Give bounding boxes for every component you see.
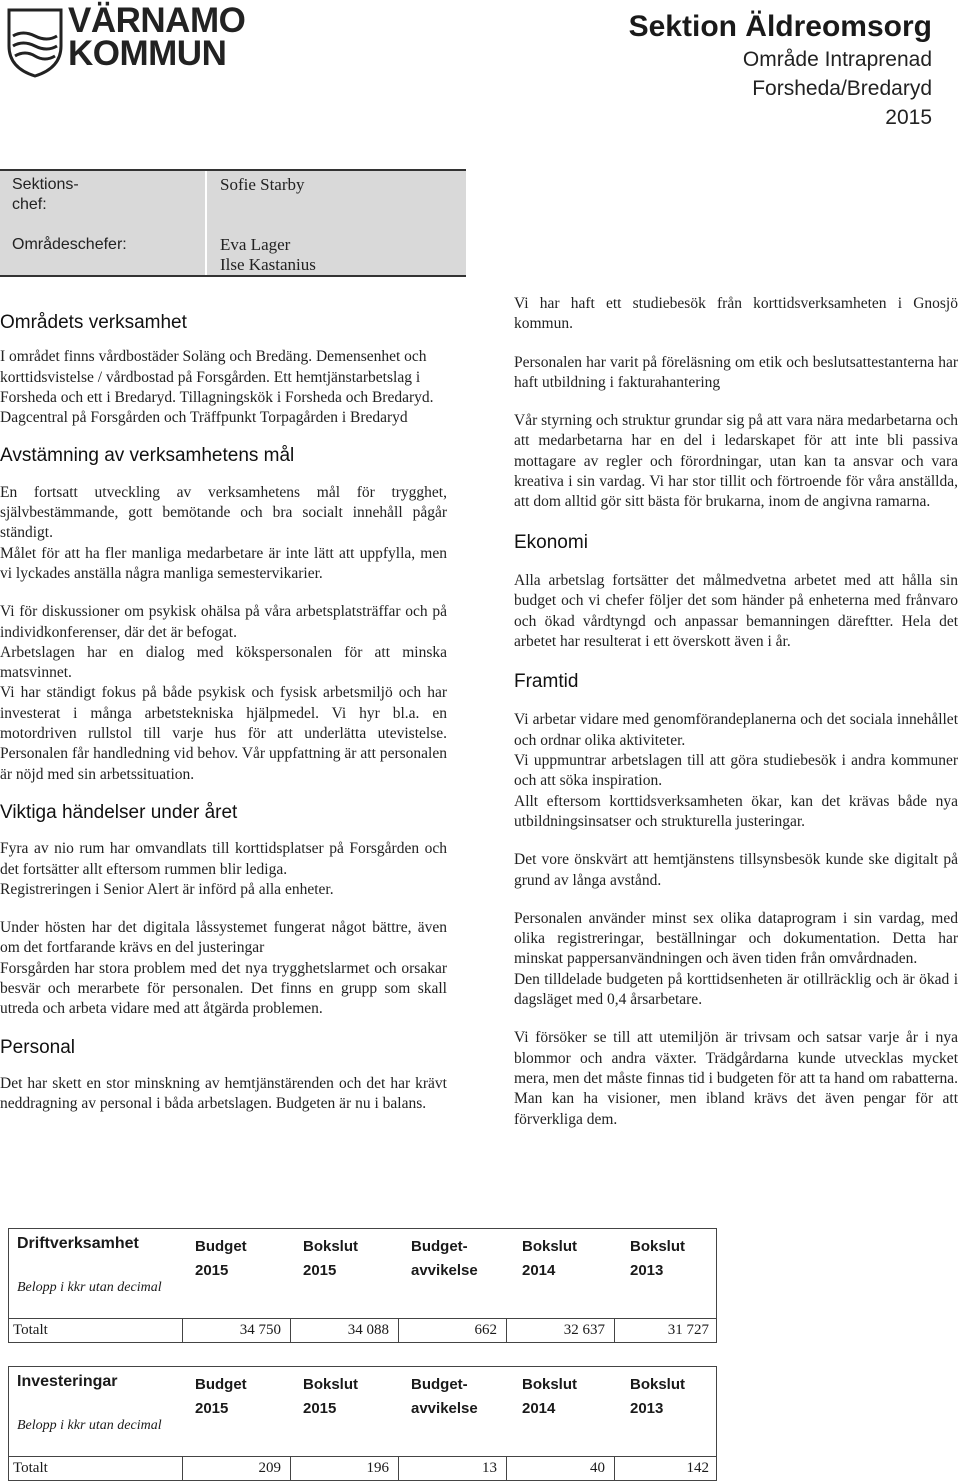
header-line: 2014 [522, 1262, 556, 1279]
header-line: 2015 [195, 1400, 229, 1417]
investments-table [8, 1366, 717, 1481]
investments-value-budget-2015: 209 [258, 1460, 281, 1476]
header-line: Bokslut [630, 1238, 686, 1255]
paragraph-goals-1: En fortsatt utveckling av verksamhetens mål för trygghet, självbestämmande, gott bemötande och bra socialt innehåll pågår ständigt. [0, 483, 447, 542]
header-line: 2015 [303, 1262, 337, 1279]
logo-line-2: KOMMUN [68, 34, 227, 73]
paragraph-area: I området finns vårdbostäder Soläng och Bredäng. Demensenhet och korttidsvistelse / vårdbostad på Forsgården. Ett hemtjänstarbetslag i Forsheda och ett i Bredaryd. Tillagningskök i Forsheda och Bredaryd. Dagcentral på Forsgården och Träffpunkt Torpagården i Bredaryd [0, 348, 434, 427]
header-line: Budget [195, 1238, 247, 1255]
right-column [514, 294, 958, 1130]
paragraph-future-3: Allt eftersom korttidsverksamheten ökar, kan det krävas både nya utbildningsinsatser och strukturella justeringar. [514, 792, 958, 830]
paragraph-goals-2: Målet för att ha fler manliga medarbetare är inte lätt att uppfylla, men vi lyckades anställa några manliga semestervikarier. [0, 544, 447, 582]
investments-row-line [9, 1456, 716, 1457]
operations-value-bokslut-2014: 32 637 [563, 1322, 605, 1338]
section-chief-name: Sofie Starby [220, 175, 305, 194]
investments-row-label: Totalt [13, 1460, 48, 1476]
paragraph-right-2: Personalen har varit på föreläsning om etik och beslutsattestanterna har haft utbildning i fakturahantering [514, 353, 958, 391]
operations-row-line [9, 1318, 716, 1319]
investments-value-bokslut-2014: 40 [590, 1460, 605, 1476]
section-chief-label: Sektions- chef: [12, 176, 79, 213]
operations-header-deviation [411, 1235, 511, 1283]
investments-header-bokslut-2013 [630, 1373, 730, 1421]
logo-line-1: VÄRNAMO [68, 1, 246, 40]
header-line: 2013 [630, 1262, 664, 1279]
paragraph-future-1: Vi arbetar vidare med genomförandeplanerna och det sociala innehållet och ordnar olika aktiviteter. [514, 711, 958, 749]
header-line: avvikelse [411, 1262, 478, 1279]
year-subtitle: 2015 [885, 106, 932, 129]
operations-table [8, 1228, 717, 1343]
paragraph-events-4: Forsgården har stora problem med det nya trygghetslarmet och orsakar besvär och merarbete för personalen. Det finns en grupp som skall utreda och arbeta vidare med att åtgärda problemen. [0, 959, 447, 1018]
paragraph-future-2: Vi uppmuntrar arbetslagen till att göra studiebesök i andra kommuner och att söka inspiration. [514, 752, 958, 790]
page-title: Sektion Äldreomsorg [628, 10, 932, 43]
header-line: avvikelse [411, 1400, 478, 1417]
header-line: Bokslut [522, 1376, 578, 1393]
investments-value-bokslut-2015: 196 [366, 1460, 389, 1476]
management-box [0, 169, 466, 277]
paragraph-future-7: Vi försöker se till att utemiljön är trivsam och satsar varje år i nya blommor och andra växter. Trädgårdarna kunde utvecklas mycket mera, men det måste finnas tid i budgeten för att ta hand om rabatterna. Man kan ha visioner, men ibland krävs det även pengar för att förverkliga dem. [514, 1029, 958, 1128]
operations-header-bokslut-2014 [522, 1235, 622, 1283]
header-line: Bokslut [303, 1238, 359, 1255]
investments-table-title: Investeringar [17, 1373, 118, 1390]
area-subtitle: Område Intraprenad [742, 48, 932, 71]
header-line: Budget- [411, 1238, 468, 1255]
paragraph-goals-4: Arbetslagen har en dialog med kökspersonalen för att minska matsvinnet. [0, 643, 447, 682]
heading-staff: Personal [0, 1036, 75, 1058]
investments-table-note: Belopp i kkr utan decimal [17, 1418, 162, 1433]
header-line: 2014 [522, 1400, 556, 1417]
investments-header-budget-2015 [195, 1373, 295, 1421]
paragraph-events-3: Under hösten har det digitala låssystemet fungerat något bättre, även om det fortfarande krävs en del justeringar [0, 919, 447, 957]
paragraph-economy-1 [514, 571, 958, 652]
logo-wordmark [68, 1, 246, 73]
heading-goals: Avstämning av verksamhetens mål [0, 445, 295, 467]
header-line: Bokslut [303, 1376, 359, 1393]
management-divider [205, 171, 207, 275]
heading-events: Viktiga händelser under året [0, 801, 238, 823]
investments-header-deviation [411, 1373, 511, 1421]
investments-value-deviation: 13 [482, 1460, 497, 1476]
paragraph-right-3: Vår styrning och struktur grundar sig på att vara nära medarbetarna och att medarbetarna har en del i ledarskapet för att inte bli passiva mottagare av regler och förordningar, utan kan ta ansvar och vara kreativa i sin vardag. Vi har stor tillit och förtroende för våra anställda, att dom alltid gör sitt bästa för brukarna, inom de angivna ramarna. [514, 412, 958, 511]
heading-future: Framtid [514, 671, 579, 693]
operations-header-bokslut-2015 [303, 1235, 403, 1283]
header-line: Bokslut [522, 1238, 578, 1255]
header-line: 2013 [630, 1400, 664, 1417]
place-subtitle: Forsheda/Bredaryd [752, 77, 932, 100]
operations-value-bokslut-2013: 31 727 [667, 1322, 709, 1338]
paragraph-events-1: Fyra av nio rum har omvandlats till korttidsplatser på Forsgården och det fortsätter allt eftersom rummen blir lediga. [0, 840, 447, 878]
paragraph-goals-5: Vi har ständigt fokus på både psykisk och fysisk arbetsmiljö och har investerat i många arbetstekniska hjälpmedel. Vi hyr bl.a. en motordriven rullstol till varje hus för att underlätta utevistelse. Personalen får handledning vid behov. Vår uppfattning är att personalen är nöjd med sin arbetssituation. [0, 684, 447, 783]
coat-of-arms-icon [5, 6, 65, 78]
operations-table-note: Belopp i kkr utan decimal [17, 1280, 162, 1295]
investments-header-bokslut-2014 [522, 1373, 622, 1421]
paragraph-goals-3: Vi för diskussioner om psykisk ohälsa på våra arbetsplatsträffar och på individkonferenser, där det är befogat. [0, 603, 447, 641]
header-line: Bokslut [630, 1376, 686, 1393]
operations-value-budget-2015: 34 750 [239, 1322, 281, 1338]
operations-value-bokslut-2015: 34 088 [347, 1322, 389, 1338]
economy-text-b: Hela det arbetet har resulterat i ett överskott även i år. [514, 612, 958, 650]
paragraph-staff: Det har skett en stor minskning av hemtjänstärenden och det har krävt neddragning av personal i båda arbetslagen. Budgeten är nu i balans. [0, 1074, 447, 1113]
investments-value-bokslut-2013: 142 [686, 1460, 709, 1476]
area-chief-2: Ilse Kastanius [220, 255, 316, 274]
paragraph-future-4: Det vore önskvärt att hemtjänstens tillsynsbesök kunde ske digitalt på grund av långa avstånd. [514, 851, 958, 889]
paragraph-future-6: Den tilldelade budgeten på korttidsenheten är otillräcklig och är ökad i dagsläget med 0,4 årsarbetare. [514, 970, 958, 1009]
paragraph-right-1: Vi har haft ett studiebesök från korttidsverksamheten i Gnosjö kommun. [514, 295, 958, 333]
heading-economy: Ekonomi [514, 531, 588, 553]
paragraph-events-2: Registreringen i Senior Alert är införd på alla enheter. [0, 880, 334, 898]
operations-table-title: Driftverksamhet [17, 1235, 139, 1252]
header-line: Budget- [411, 1376, 468, 1393]
paragraph-future-5: Personalen använder minst sex olika dataprogram i sin vardag, med olika registreringar, beställningar och dokumentation. Detta har minskat pappersanvändningen och även tiden från omvårdnaden. [514, 909, 958, 968]
area-chief-1: Eva Lager [220, 235, 291, 254]
header-line: Budget [195, 1376, 247, 1393]
operations-header-bokslut-2013 [630, 1235, 730, 1283]
left-column [0, 313, 447, 1115]
header-line: 2015 [303, 1400, 337, 1417]
area-chiefs-label: Områdeschefer: [12, 236, 127, 253]
economy-text-a: Alla arbetslag fortsätter det målmedvetna arbetet med att hålla sin budget och vi chefer följer det som händer på enheterna med frånvaro och ökad vårdtyngd och anpassar bemanningen däreftter. [514, 571, 958, 630]
investments-header-bokslut-2015 [303, 1373, 403, 1421]
header-line: 2015 [195, 1262, 229, 1279]
operations-value-deviation: 662 [474, 1322, 497, 1338]
operations-row-label: Totalt [13, 1322, 48, 1338]
operations-header-budget-2015 [195, 1235, 295, 1283]
heading-area: Områdets verksamhet [0, 312, 187, 333]
